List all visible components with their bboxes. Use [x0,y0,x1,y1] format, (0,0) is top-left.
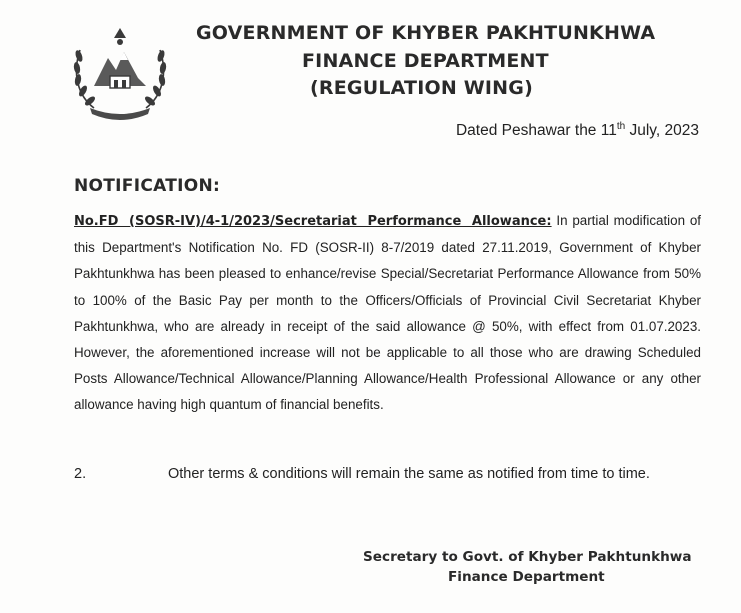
notification-body-text: In partial modification of this Department's Notification No. FD (SOSR-II) 8-7/2019 dated 27.11.2019, Government of Khyber Pakhtunkhwa has been pleased to enhance/revise Special/Secretariat Performance Allowance from 50% to 100% of the Basic Pay per month to the Officers/Officials of Provincial Civil Secretariat Khyber Pakhtunkhwa, who are already in receipt of the said allowance @ 50%, with effect from 01.07.2023. However, the aforementioned increase will not be applicable to all those who are drawing Scheduled Posts Allowance/Technical Allowance/Planning Allowance/Health Professional Allowance or any other allowance having high quantum of financial benefits. [74,213,702,413]
date-rest: July, 2023 [625,122,699,140]
header-department: FINANCE DEPARTMENT [302,50,549,72]
notification-title: NOTIFICATION: [74,176,221,196]
header-wing: (REGULATION WING) [310,77,533,99]
paragraph-2 [74,461,701,487]
notification-body [74,208,701,419]
date-prefix: Dated Peshawar the 11 [455,122,617,140]
signature-department: Finance Department [448,569,605,585]
date-ordinal: th [616,121,626,132]
signature-title: Secretary to Govt. of Khyber Pakhtunkhwa [363,549,692,565]
dated-line [456,121,699,140]
notification-reference: No.FD (SOSR-IV)/4-1/2023/Secretariat Performance Allowance: [74,214,552,229]
paragraph-2-text: Other terms & conditions will remain the same as notified from time to time. [168,466,650,482]
paragraph-number: 2. [74,466,87,482]
government-emblem-icon [64,16,176,128]
header-government: GOVERNMENT OF KHYBER PAKHTUNKHWA [196,22,656,44]
